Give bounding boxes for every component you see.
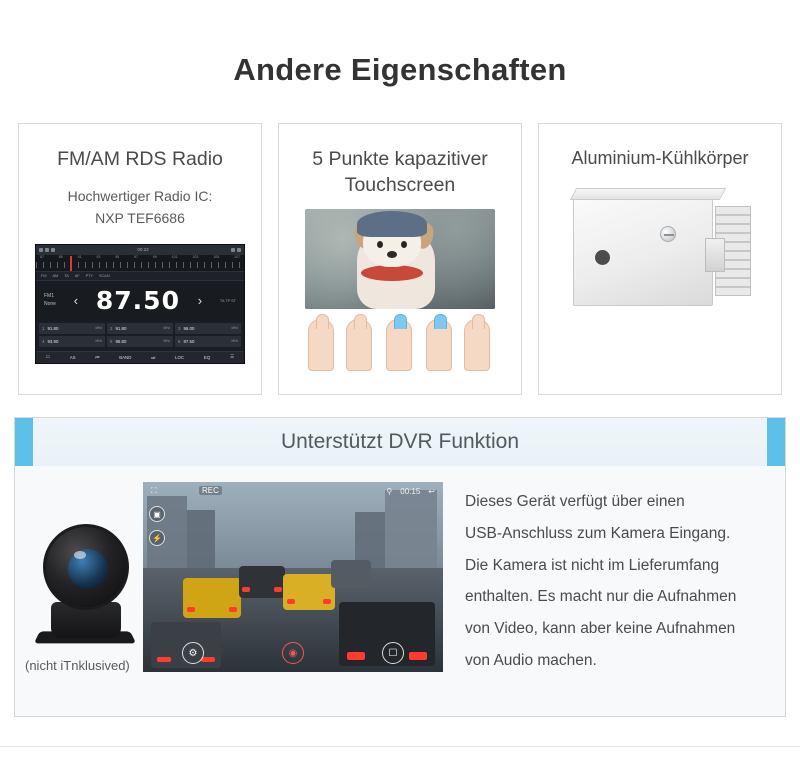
dvr-line: enthalten. Es macht nur die Aufnahmen [465,588,737,606]
dvr-body [15,466,785,677]
page-title: Andere Eigenschaften [233,52,567,87]
camera-note: (nicht iTnklusived) [25,658,130,673]
preset-unit: MHz [95,326,102,331]
dog-hat-shape [357,211,427,237]
next-station-icon[interactable]: › [197,293,203,309]
building-shape [187,510,215,574]
preset-frequency: 87.50 [183,338,195,344]
car-shape [283,574,335,610]
dvr-video-preview [143,482,443,672]
preset-unit: MHz [163,326,170,331]
btn-band[interactable]: BAND [119,354,132,360]
heatsink-bracket-shape [705,238,725,272]
dog-scarf-shape [361,265,423,281]
card-capacitive-touchscreen [278,123,522,395]
home-icon[interactable]: ☖ [45,354,50,360]
status-icons-right [231,248,241,252]
video-hud-top[interactable] [143,482,443,500]
heatsink-body-shape [573,194,713,306]
preset-button[interactable] [107,323,173,334]
dvr-line: von Video, kann aber keine Aufnahmen [465,620,736,638]
band-label: FM1 [44,293,54,300]
dog-eye-left-shape [377,241,383,248]
gps-icon: ⚲ [386,486,393,496]
btn-loc[interactable]: LOC [175,354,185,360]
radio-ic-label: Hochwertiger Radio IC: [67,188,213,205]
camera-switch-icon[interactable]: ⛶ [151,486,157,495]
scale-num: 95 [115,254,120,259]
radio-ui-mock [35,244,245,364]
dvr-camera-illustration [25,482,143,672]
scale-num: 89 [58,254,63,259]
dvr-line: Dieses Gerät verfügt über einen [465,493,685,510]
dog-eye-right-shape [401,241,407,248]
next-icon[interactable]: ⏭ [151,354,156,360]
status-time: 00:22 [137,247,149,253]
preset-list [36,321,244,351]
tab-af[interactable]: AF [74,273,80,278]
card-aluminium-heatsink [538,123,782,395]
preset-number: 5 [110,338,113,344]
list-icon[interactable]: ☰ [230,354,235,360]
card-title-radio: FM/AM RDS Radio [57,148,223,170]
dvr-header [15,418,785,466]
heatsink-top-shape [570,188,726,200]
scale-num: 99 [152,254,157,259]
flash-icon[interactable]: ⚡ [149,530,165,546]
tab-pty[interactable]: PTY [85,273,94,278]
prev-icon[interactable]: ⏮ [95,354,100,360]
settings-icon[interactable]: ⚙ [182,642,204,664]
preset-unit: MHz [163,339,170,344]
camera-lens-icon [43,524,129,610]
rec-indicator: REC [199,486,222,495]
radio-mode-tabs[interactable] [36,272,244,281]
current-frequency: 87.50 [95,286,180,316]
feature-cards [0,88,800,395]
building-shape [385,490,437,576]
prev-station-icon[interactable]: ‹ [73,293,79,309]
preset-number: 2 [110,325,113,331]
preset-frequency: 93.90 [47,338,59,344]
preset-number: 3 [178,325,181,331]
five-finger-illustration [302,311,498,371]
preset-button[interactable] [107,336,173,347]
back-icon[interactable]: ↩ [428,486,435,496]
car-shape [239,566,285,598]
video-hud-bottom[interactable] [143,642,443,664]
dvr-line: Die Kamera ist nicht im Lieferumfang [465,556,720,574]
dog-photo [305,209,495,309]
car-shape [331,560,371,588]
hand-icon [308,319,334,371]
scale-num: 97 [133,254,138,259]
scale-cursor[interactable] [70,256,72,271]
preset-button[interactable] [175,336,241,347]
btn-as[interactable]: AS [69,354,76,360]
tab-scan[interactable]: SCAN [99,273,110,278]
preset-number: 6 [178,338,181,344]
heatsink-photo [565,188,755,318]
tab-am[interactable]: AM [52,273,59,278]
btn-eq[interactable]: EQ [203,354,211,360]
station-name: None [44,300,56,307]
radio-ic-model: NXP TEF6686 [95,210,185,226]
hand-icon [386,319,412,371]
preset-row [39,323,241,334]
preset-unit: MHz [95,339,102,344]
video-hud-left[interactable] [149,506,165,546]
scale-num: 93 [96,254,101,259]
scale-num: 87 [40,254,44,259]
dvr-section [14,417,786,717]
scale-ticks [36,262,244,268]
card-fm-am-radio [18,123,262,395]
radio-bottom-bar[interactable] [36,351,244,363]
band-info [44,293,56,308]
preset-button[interactable] [39,336,105,347]
preset-button[interactable] [175,323,241,334]
preset-frequency: 96.00 [183,325,195,331]
rds-indicators: TA TP ST [219,298,236,303]
card-title-touchscreen: 5 Punkte kapazitiver Touchscreen [312,148,488,197]
preset-frequency: 91.80 [115,325,127,331]
preset-frequency: 91.80 [47,325,59,331]
status-icons [39,248,55,252]
record-icon[interactable]: ◉ [282,642,304,664]
car-shape [183,578,241,618]
tab-ta[interactable]: TA [64,273,69,278]
frequency-display [36,281,244,321]
card-title-heatsink: Aluminium-Kühlkörper [571,148,749,168]
hand-icon [464,319,490,371]
dvr-description [443,482,775,677]
preset-number: 1 [42,325,45,331]
dog-nose-shape [387,251,397,258]
photo-icon[interactable]: ☐ [382,642,404,664]
scale-num: 101 [171,254,178,259]
tab-fm[interactable]: FM [41,273,47,278]
card-subtitle-radio [19,186,261,229]
preset-unit: MHz [231,339,238,344]
accent-bar-left [15,418,33,466]
dvr-title: Unterstützt DVR Funktion [280,430,520,453]
accent-bar-right [767,418,785,466]
preset-row [39,336,241,347]
hand-icon [346,319,372,371]
preset-frequency: 95.80 [115,338,127,344]
scale-num: 107 [233,254,240,259]
preset-button[interactable] [39,323,105,334]
scale-num: 105 [213,254,220,259]
hand-icon [426,319,452,371]
preset-number: 4 [42,338,45,344]
scale-num: 91 [77,254,82,259]
dvr-line: von Audio machen. [465,651,597,669]
radio-status-bar [36,245,244,255]
resolution-icon[interactable]: ▣ [149,506,165,522]
preset-unit: MHz [231,326,238,331]
footer-divider [0,746,800,747]
scale-num: 103 [192,254,199,259]
hud-timer: 00:15 [400,486,421,496]
dvr-line: USB-Anschluss zum Kamera Eingang. [465,524,731,542]
frequency-scale[interactable] [36,255,244,272]
